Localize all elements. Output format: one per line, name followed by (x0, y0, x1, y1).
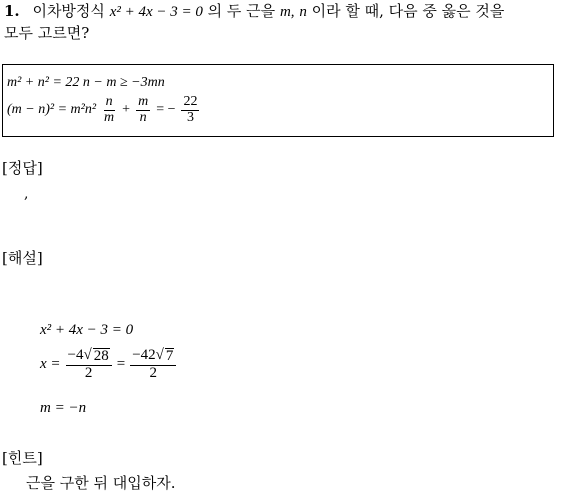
fraction-denominator: 2 (149, 364, 158, 381)
question-text-before: 이차방정식 (32, 2, 105, 20)
fraction-numerator: 22 (183, 94, 198, 109)
question-equation: x² + 4x − 3 = 0 (109, 4, 203, 20)
fraction-numerator: −42√ 7 (130, 348, 176, 366)
choices-row-2 (7, 95, 199, 125)
step2-equals: = (116, 356, 126, 373)
solution-step-1: x² + 4x − 3 = 0 (40, 322, 134, 338)
plus-sign: + (122, 102, 131, 118)
hint-text: 근을 구한 뒤 대입하자. (26, 474, 176, 492)
fraction-denominator: 3 (186, 109, 194, 125)
choices-box (2, 64, 554, 137)
fraction-numerator: n (105, 94, 113, 109)
sqrt-symbol: √ 28 (83, 347, 109, 364)
question-text-mid: 의 두 근을 (207, 2, 276, 20)
step2-fraction-2 (130, 348, 176, 382)
step2-fraction-1 (66, 348, 112, 382)
fraction-n-over-m (102, 95, 116, 125)
question-line-1 (4, 0, 504, 23)
solution-label: [해설] (2, 249, 43, 267)
fraction-m-over-n (136, 95, 150, 125)
answer-value: , (24, 186, 29, 202)
fraction-denominator: n (139, 109, 147, 125)
solution-step-2 (40, 348, 176, 382)
choice-row2-left: (m − n)² = m²n² (7, 102, 97, 118)
question-line-2: 모두 고르면? (4, 24, 90, 42)
sqrt-symbol: √ 7 (155, 347, 174, 364)
question-text-after: 이라 할 때, 다음 중 옳은 것을 (311, 2, 505, 20)
question-var-m: m, (279, 4, 295, 20)
fraction-denominator: 2 (84, 364, 93, 381)
step2-lhs: x = (40, 356, 61, 373)
hint-label: [힌트] (2, 449, 43, 467)
question-number: 1. (4, 2, 20, 20)
solution-step-3: m = −n (40, 400, 87, 416)
fraction-numerator: −4√ 28 (66, 348, 112, 366)
choices-row-1: m² + n² = 22 n − m ≥ −3mn (7, 75, 165, 90)
question-var-n: n (299, 4, 307, 20)
fraction-numerator: m (138, 94, 149, 109)
equals-sign: = − (156, 102, 176, 118)
fraction-22-over-3 (181, 95, 199, 125)
answer-label: [정답] (2, 159, 43, 177)
fraction-denominator: m (104, 109, 115, 125)
